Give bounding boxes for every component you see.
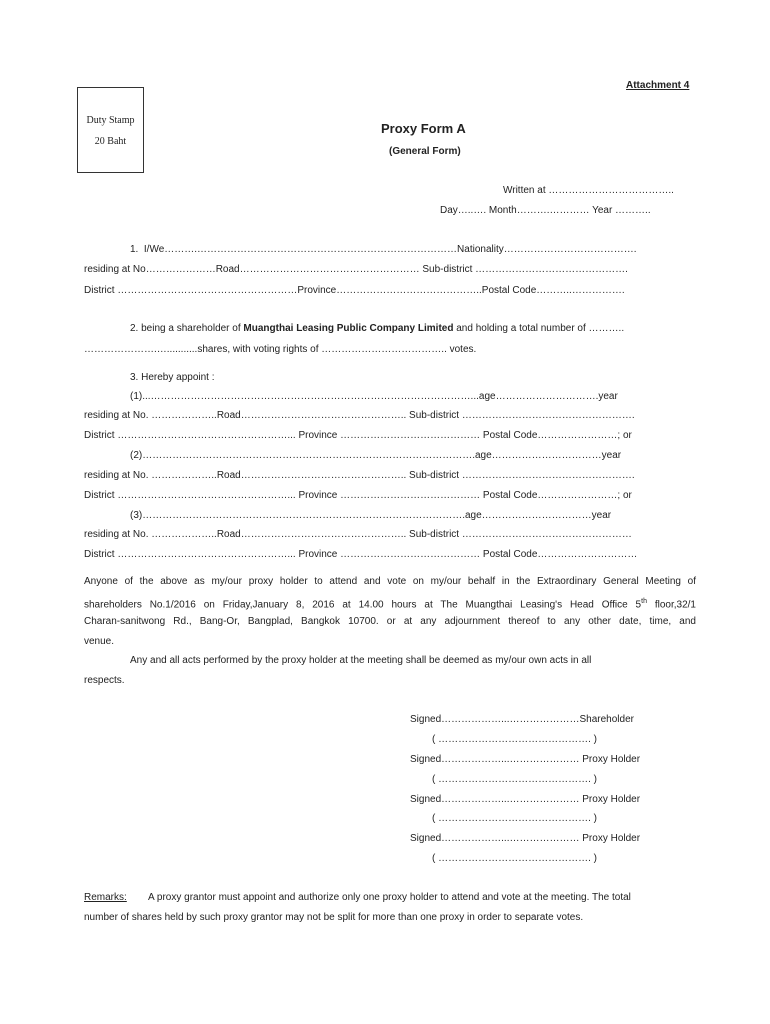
body-line2 <box>84 596 696 611</box>
written-at-field: Written at ……………………………….. <box>503 185 674 196</box>
stamp-line-1: Duty Stamp <box>86 115 135 126</box>
remarks-line1: A proxy grantor must appoint and authorize only one proxy holder to attend and vote at the meeting. The total <box>148 892 631 903</box>
attachment-label: Attachment 4 <box>626 80 690 91</box>
proxy1-line2: residing at No. ………………..Road………………………………………….. Sub-district ……………………………………………. <box>84 410 635 421</box>
section2-suffix: and holding a total number of ……….. <box>453 323 625 334</box>
signature-proxy-1-name: ( ………………………………………. ) <box>432 774 597 785</box>
remarks-line2: number of shares held by such proxy grantor may not be split for more than one proxy in order to separate votes. <box>84 912 584 923</box>
signature-shareholder: Signed………………...…………………Shareholder <box>410 714 634 725</box>
body-line3: Charan-sanitwong Rd., Bang-Or, Bangplad, Bangkok 10700. or at any adjournment thereof to any other date, time, and <box>84 616 696 627</box>
signature-proxy-3: Signed………………...………………… Proxy Holder <box>410 833 641 844</box>
section2-prefix: 2. being a shareholder of <box>130 323 244 334</box>
section2-line1 <box>130 323 624 335</box>
signature-shareholder-name: ( ………………………………………. ) <box>432 734 597 745</box>
section2-line2: ………………….…...........shares, with voting rights of ……………………………….. votes. <box>84 344 477 355</box>
proxy3-line2: residing at No. ………………..Road………………………………………….. Sub-district …………………………………………… <box>84 529 632 540</box>
signature-proxy-2: Signed………………...………………… Proxy Holder <box>410 794 641 805</box>
proxy3-line3: District ……………………………………………... Province …………………………………… Postal Code………………………… <box>84 549 638 560</box>
body-line1: Anyone of the above as my/our proxy holder to attend and vote on my/our behalf in the Extraordinary General Meeting of <box>84 576 696 587</box>
section3-header: 3. Hereby appoint : <box>130 372 215 383</box>
date-field: Day…..…. Month……….………… Year ……….. <box>440 205 651 216</box>
form-title: Proxy Form A <box>381 121 466 136</box>
body-line4: venue. <box>84 636 115 647</box>
proxy3-line1: (3)…………………………………………………………………………………….age……………………………year <box>130 510 612 521</box>
proxy1-line3: District ……………………………………………... Province …………………………………… Postal Code……………………; or <box>84 430 632 441</box>
section1-line2: residing at No…………………Road……………………………………………… Sub-district ………………………………………. <box>84 264 628 275</box>
proxy2-line2: residing at No. ………………..Road………………………………………….. Sub-district ……………………………………………. <box>84 470 635 481</box>
stamp-line-2: 20 Baht <box>94 136 127 147</box>
signature-proxy-1: Signed………………...………………… Proxy Holder <box>410 754 641 765</box>
proxy2-line1: (2)……………………………………………………………………………………….age……………………………year <box>130 450 622 461</box>
duty-stamp-box <box>77 87 144 173</box>
body-line2-text: shareholders No.1/2016 on Friday,January 8, 2016 at 14.00 hours at The Muangthai Leasing's Head Office 5 <box>84 599 642 611</box>
form-subtitle: (General Form) <box>389 146 461 157</box>
signature-proxy-3-name: ( ………………………………………. ) <box>432 853 597 864</box>
proxy2-line3: District ……………………………………………... Province …………………………………… Postal Code……………………; or <box>84 490 632 501</box>
company-name: Muangthai Leasing Public Company Limited <box>243 323 454 334</box>
section1-line1: 1. I/We……….……………………………………………………………………Nationality…………………………………. <box>130 244 637 255</box>
ordinal-suffix: th <box>641 598 647 605</box>
signature-proxy-2-name: ( ………………………………………. ) <box>432 813 597 824</box>
body-line5: Any and all acts performed by the proxy holder at the meeting shall be deemed as my/our own acts in all <box>130 655 592 666</box>
proxy1-line1: (1)...……………………………………………………………………………………...age………………………….year <box>130 391 618 402</box>
section1-line3: District ………………………………………………Province……………………………………..Postal Code………..……………. <box>84 285 625 296</box>
body-line2-end: floor,32/1 <box>646 599 696 611</box>
body-line6: respects. <box>84 675 125 686</box>
remarks-label: Remarks: <box>84 892 127 903</box>
